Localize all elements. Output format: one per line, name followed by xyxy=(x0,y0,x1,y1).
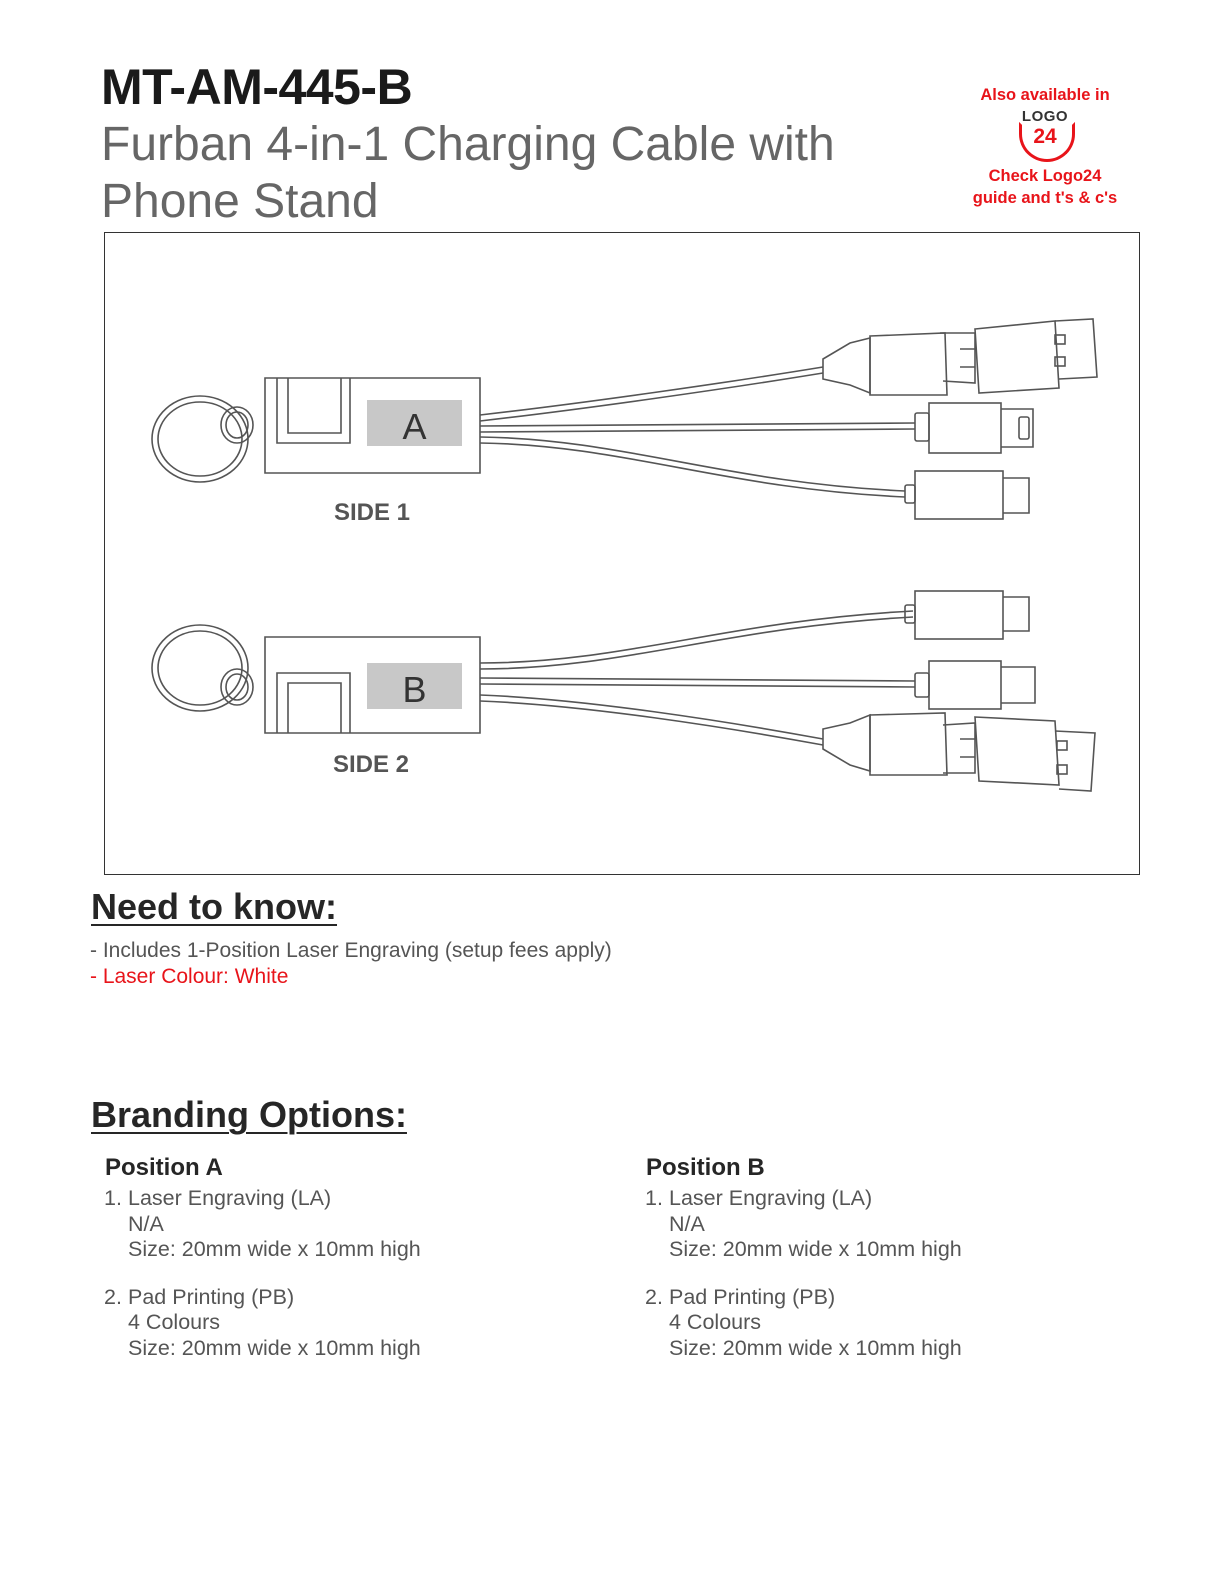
logo24-badge xyxy=(955,86,1135,209)
position-a-title: Position A xyxy=(105,1154,223,1181)
branding-options-heading: Branding Options: xyxy=(91,1094,407,1135)
position-b-marker: B xyxy=(402,669,427,710)
position-a-option-pad: 2. Pad Printing (PB) 4 Colours Size: 20mm wide x 10mm high xyxy=(104,1284,421,1360)
position-a-option-laser: 1. Laser Engraving (LA) N/A Size: 20mm wide x 10mm high xyxy=(104,1186,421,1261)
cable-illustration xyxy=(105,233,1141,876)
logo24-word: LOGO xyxy=(1021,108,1069,125)
product-name-line1: Furban 4-in-1 Charging Cable with xyxy=(101,118,835,171)
product-name-line2: Phone Stand xyxy=(101,175,379,228)
need-to-know-heading: Need to know: xyxy=(91,886,338,927)
position-b-options xyxy=(631,1154,1111,1361)
position-a-options xyxy=(90,1154,570,1361)
badge-terms-text: guide and t's & c's xyxy=(972,189,1118,207)
position-a-marker: A xyxy=(402,406,427,447)
side1-cable xyxy=(152,319,1097,519)
position-b-option-laser: 1. Laser Engraving (LA) N/A Size: 20mm wide x 10mm high xyxy=(645,1186,962,1261)
position-b-title: Position B xyxy=(646,1154,765,1181)
note-engraving: - Includes 1-Position Laser Engraving (setup fees apply) xyxy=(90,939,612,962)
side2-cable xyxy=(152,591,1095,791)
position-b-option-pad: 2. Pad Printing (PB) 4 Colours Size: 20mm wide x 10mm high xyxy=(645,1284,962,1360)
logo24-icon xyxy=(1015,108,1075,162)
product-code: MT-AM-445-B xyxy=(101,59,413,115)
logo24-number: 24 xyxy=(1033,125,1057,148)
note-laser-colour: - Laser Colour: White xyxy=(90,965,289,988)
product-name xyxy=(101,116,881,230)
side2-label: SIDE 2 xyxy=(332,751,410,778)
badge-available-text: Also available in xyxy=(980,86,1110,104)
product-diagram xyxy=(104,232,1140,875)
side1-label: SIDE 1 xyxy=(333,499,411,526)
badge-check-text: Check Logo24 xyxy=(988,167,1102,185)
